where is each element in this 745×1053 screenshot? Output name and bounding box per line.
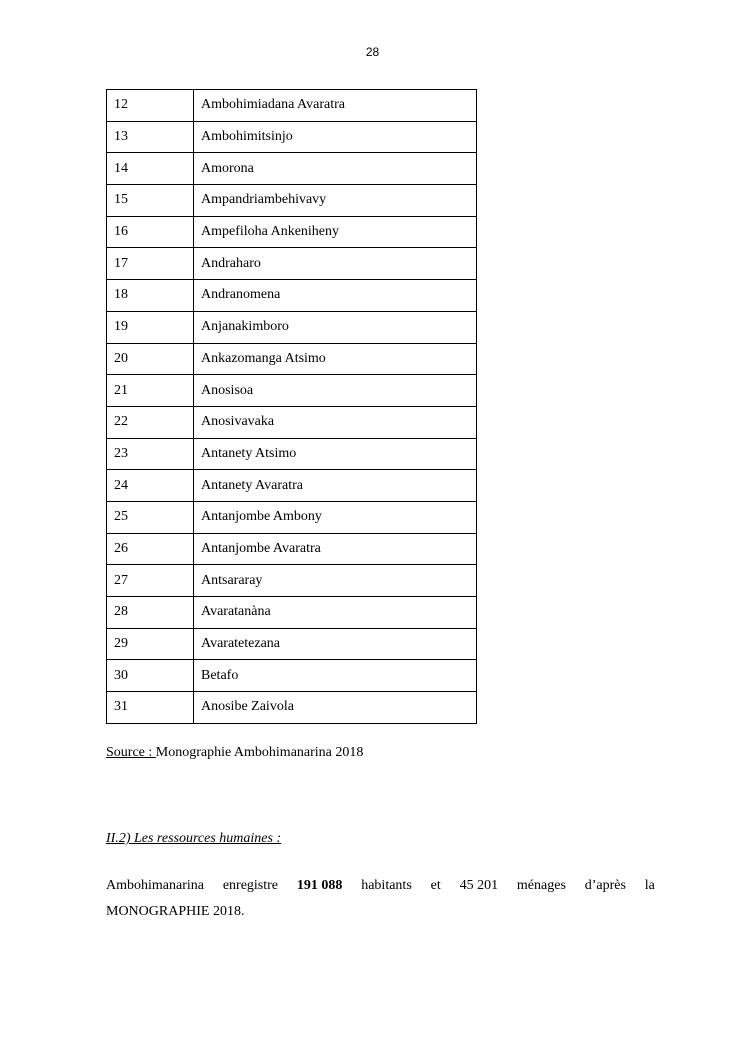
table-row xyxy=(107,311,477,343)
population-paragraph xyxy=(106,873,655,925)
row-name-cell: Ambohimiadana Avaratra xyxy=(194,90,477,122)
page-number: 28 xyxy=(365,45,380,59)
paragraph-line-1 xyxy=(106,873,655,899)
row-number-cell: 23 xyxy=(107,438,194,470)
row-name-cell: Betafo xyxy=(194,660,477,692)
row-name-cell: Antanjombe Avaratra xyxy=(194,533,477,565)
section-title: II.2) Les ressources humaines : xyxy=(106,831,282,846)
table-row xyxy=(107,280,477,312)
paragraph-word: la xyxy=(644,878,655,893)
row-name-cell: Anjanakimboro xyxy=(194,311,477,343)
household-count: 45 201 xyxy=(459,878,499,893)
table-row xyxy=(107,501,477,533)
population-count: 191 088 xyxy=(296,878,343,893)
table-row xyxy=(107,248,477,280)
table-row xyxy=(107,343,477,375)
source-text: Monographie Ambohimanarina 2018 xyxy=(155,745,364,760)
row-number-cell: 19 xyxy=(107,311,194,343)
table-row xyxy=(107,597,477,629)
table-row xyxy=(107,153,477,185)
table-row xyxy=(107,692,477,724)
table-row xyxy=(107,628,477,660)
row-name-cell: Amorona xyxy=(194,153,477,185)
row-name-cell: Andranomena xyxy=(194,280,477,312)
row-number-cell: 21 xyxy=(107,375,194,407)
row-number-cell: 26 xyxy=(107,533,194,565)
row-number-cell: 20 xyxy=(107,343,194,375)
table-row xyxy=(107,90,477,122)
row-number-cell: 16 xyxy=(107,216,194,248)
row-number-cell: 31 xyxy=(107,692,194,724)
paragraph-word: d’après xyxy=(584,878,626,893)
row-name-cell: Antanjombe Ambony xyxy=(194,501,477,533)
row-number-cell: 14 xyxy=(107,153,194,185)
paragraph-word: Ambohimanarina xyxy=(106,878,204,893)
row-number-cell: 22 xyxy=(107,406,194,438)
row-name-cell: Antanety Avaratra xyxy=(194,470,477,502)
table-row xyxy=(107,660,477,692)
table-row xyxy=(107,438,477,470)
table-row xyxy=(107,565,477,597)
row-number-cell: 25 xyxy=(107,501,194,533)
paragraph-word: ménages xyxy=(516,878,566,893)
row-number-cell: 29 xyxy=(107,628,194,660)
row-name-cell: Ankazomanga Atsimo xyxy=(194,343,477,375)
table-row xyxy=(107,375,477,407)
table-row xyxy=(107,533,477,565)
row-name-cell: Ampandriambehivavy xyxy=(194,185,477,217)
row-name-cell: Anosisoa xyxy=(194,375,477,407)
table-row xyxy=(107,185,477,217)
row-number-cell: 28 xyxy=(107,597,194,629)
fokontany-table xyxy=(106,89,477,724)
source-label: Source : xyxy=(106,745,156,760)
table-row xyxy=(107,406,477,438)
row-number-cell: 27 xyxy=(107,565,194,597)
row-name-cell: Antanety Atsimo xyxy=(194,438,477,470)
table-row xyxy=(107,216,477,248)
paragraph-word: et xyxy=(430,878,441,893)
row-name-cell: Andraharo xyxy=(194,248,477,280)
row-number-cell: 30 xyxy=(107,660,194,692)
row-name-cell: Avaratanàna xyxy=(194,597,477,629)
row-number-cell: 17 xyxy=(107,248,194,280)
paragraph-word: habitants xyxy=(361,878,412,893)
row-name-cell: Ampefiloha Ankeniheny xyxy=(194,216,477,248)
table-row xyxy=(107,121,477,153)
table-source xyxy=(106,745,363,761)
row-number-cell: 15 xyxy=(107,185,194,217)
row-name-cell: Antsararay xyxy=(194,565,477,597)
row-name-cell: Anosivavaka xyxy=(194,406,477,438)
row-number-cell: 24 xyxy=(107,470,194,502)
table-body xyxy=(107,90,477,724)
row-name-cell: Avaratetezana xyxy=(194,628,477,660)
row-number-cell: 13 xyxy=(107,121,194,153)
row-name-cell: Ambohimitsinjo xyxy=(194,121,477,153)
table-row xyxy=(107,470,477,502)
paragraph-line-2: MONOGRAPHIE 2018. xyxy=(106,904,245,919)
row-number-cell: 18 xyxy=(107,280,194,312)
row-number-cell: 12 xyxy=(107,90,194,122)
paragraph-word: enregistre xyxy=(222,878,279,893)
row-name-cell: Anosibe Zaivola xyxy=(194,692,477,724)
